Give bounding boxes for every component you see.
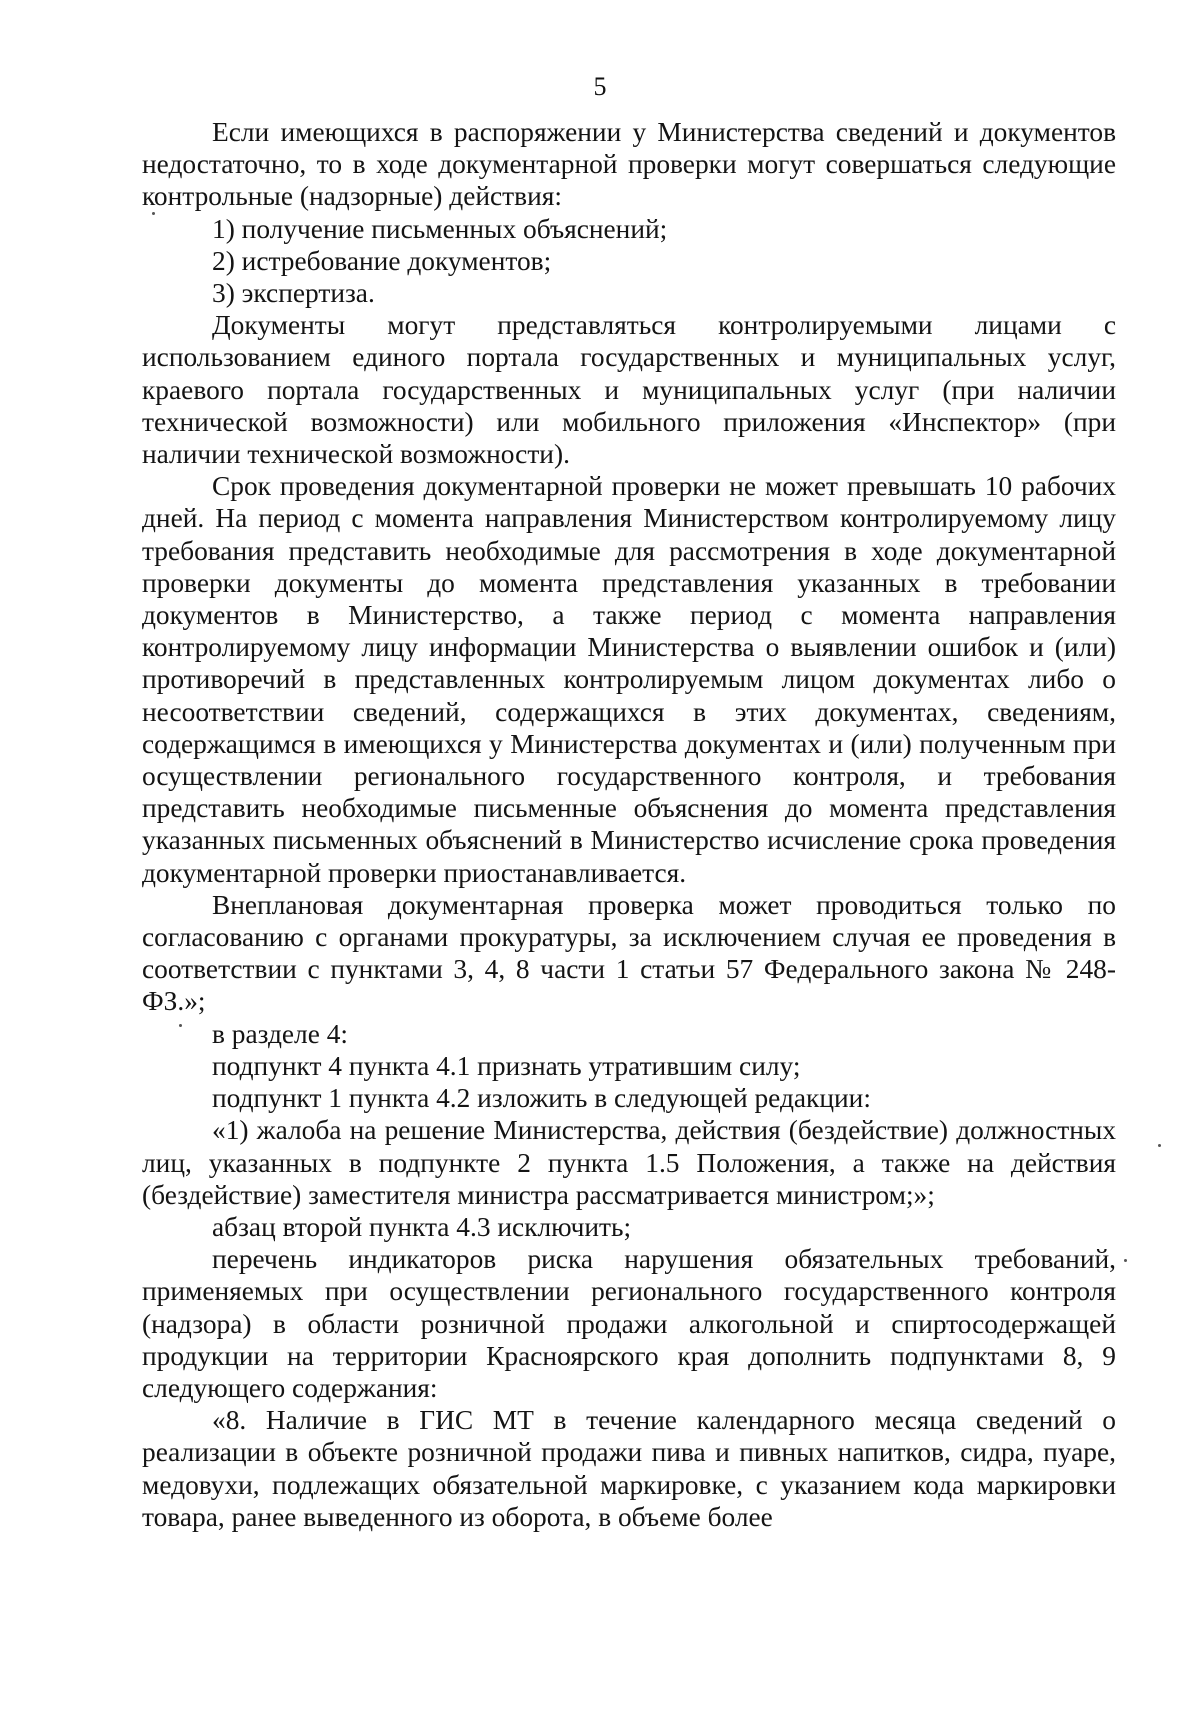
list-item-expertise: 3) экспертиза. (212, 278, 375, 309)
scan-speck (179, 1024, 182, 1027)
list-item-document-request: 2) истребование документов; (212, 245, 552, 276)
paragraph-unscheduled-check: Внеплановая документарная проверка может проводиться только по согласованию с органами прокуратуры, за исключением случая ее проведения в соответствии с пунктами 3, 4, 8 части 1 статьи 57 Федерального закона № 248-ФЗ.»; (142, 889, 1116, 1017)
paragraph-item-4-3: абзац второй пункта 4.3 исключить; (212, 1211, 632, 1242)
scan-speck (1158, 1144, 1161, 1147)
scan-speck (152, 212, 155, 215)
scan-speck (1124, 1259, 1127, 1262)
paragraph-risk-indicators: перечень индикаторов риска нарушения обязательных требований, применяемых при осуществлении регионального государственного контроля (надзора) в области розничной продажи алкогольной и спиртосодержащей продукции на территории Красноярского края дополнить подпунктами 8, 9 следующего содержания: (142, 1244, 1116, 1403)
paragraph-document-submission: Документы могут представляться контролируемыми лицами с использованием единого портала государственных и муниципальных услуг, краевого портала государственных и муниципальных услуг (при наличии технической возможности) или мобильного приложения «Инспектор» (при наличии технической возможности). (142, 310, 1116, 470)
paragraph-subitem-4-1: подпункт 4 пункта 4.1 признать утратившим силу; (212, 1050, 801, 1081)
paragraph-section-4: в разделе 4: (212, 1018, 349, 1049)
list-item-explanations: 1) получение письменных объяснений; (212, 213, 668, 244)
paragraph-indicator-8: «8. Наличие в ГИС МТ в течение календарного месяца сведений о реализации в объекте розничной продажи пива и пивных напитков, сидра, пуаре, медовухи, подлежащих обязательной маркировке, с указанием кода маркировки товара, ранее выведенного из оборота, в объеме более (142, 1405, 1116, 1532)
page-number: 5 (593, 72, 607, 101)
document-text (142, 116, 1116, 1533)
paragraph-documentary-check-actions: Если имеющихся в распоряжении у Министерства сведений и документов недостаточно, то в ходе документарной проверки могут совершаться следующие контрольные (надзорные) действия: (142, 117, 1116, 212)
paragraph-check-duration: Срок проведения документарной проверки не может превышать 10 рабочих дней. На период с момента направления Министерством контролируемому лицу требования представить необходимые для рассмотрения в ходе документарной проверки документы до момента представления указанных в требовании документов в Министерство, а также период с момента направления контролируемому лицу информации Министерства о выявлении ошибок и (или) противоречий в представленных контролируемым лицом документах либо о несоответствии сведений, содержащихся в этих документах, сведениям, содержащимся в имеющихся у Министерства документах и (или) полученным при осуществлении регионального государственного контроля, и требования представить необходимые письменные объяснения до момента представления указанных письменных объяснений в Министерство исчисление срока проведения документарной проверки приостанавливается. (142, 471, 1116, 888)
paragraph-complaint: «1) жалоба на решение Министерства, действия (бездействие) должностных лиц, указанных в подпункте 2 пункта 1.5 Положения, а также на действия (бездействие) заместителя министра рассматривается министром;»; (142, 1115, 1116, 1210)
paragraph-subitem-4-2: подпункт 1 пункта 4.2 изложить в следующей редакции: (212, 1083, 871, 1114)
